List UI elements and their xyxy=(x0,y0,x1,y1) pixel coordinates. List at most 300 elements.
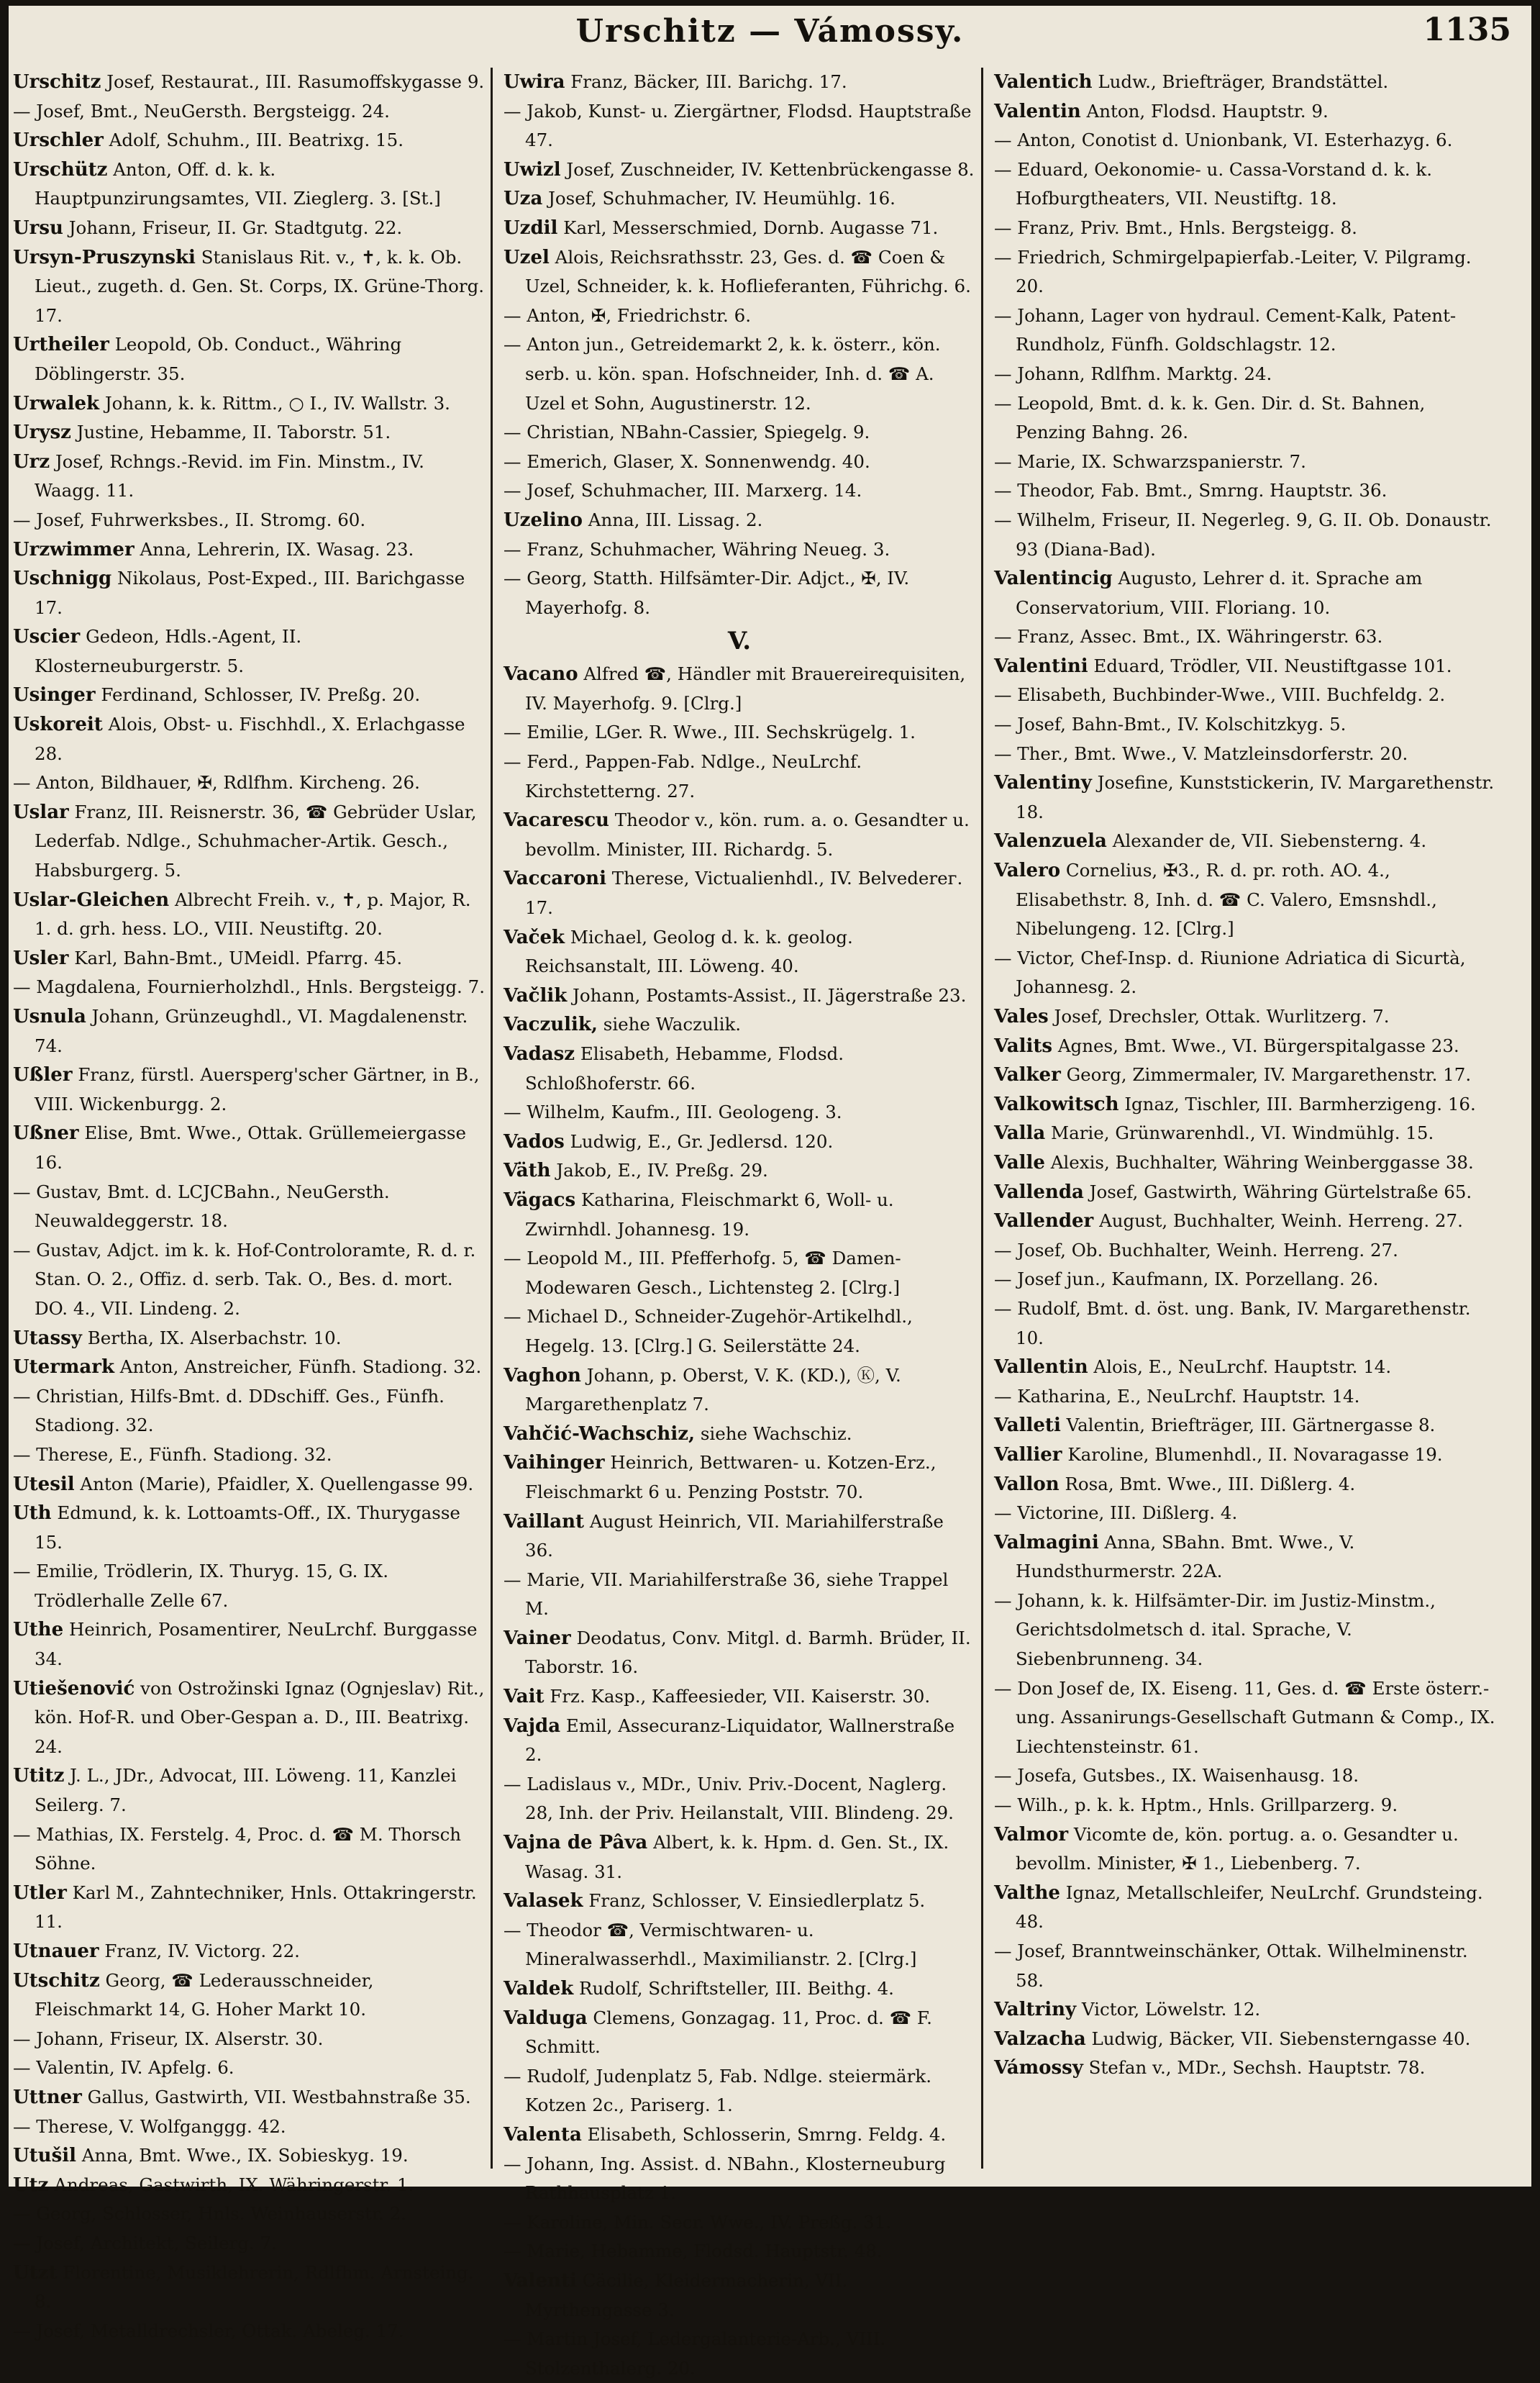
directory-entry xyxy=(994,681,1498,710)
directory-entry xyxy=(994,301,1498,360)
entry-surname: Urschler xyxy=(13,130,104,152)
directory-entry xyxy=(13,1119,485,1177)
directory-entry xyxy=(994,1937,1498,1995)
entry-surname: Uwizl xyxy=(504,158,561,181)
entry-details: Heinrich, Posamentirer, NeuLrchf. Burggasse 34. xyxy=(35,1619,478,1670)
directory-entry xyxy=(13,1324,485,1353)
column-divider xyxy=(491,68,493,2169)
entry-details: — Johann, Lager von hydraul. Cement-Kalk, Patent-Rundholz, Fünfh. Goldschlagstr. 12. xyxy=(994,304,1457,355)
entry-surname: Uslar xyxy=(13,801,69,823)
directory-entry xyxy=(504,1302,975,1361)
directory-entry xyxy=(13,1966,485,2025)
entry-surname: Urysz xyxy=(13,422,71,444)
directory-entry xyxy=(994,155,1498,214)
entry-details: Anton, Off. d. k. k. Hauptpunzirungsamtes, VII. Zieglerg. 3. [St.] xyxy=(35,158,441,209)
entry-details: — Marie, VII. Mariahilferstraße 36, siehe Trappel M. xyxy=(504,1569,949,1620)
directory-entry xyxy=(13,1178,485,1236)
entry-details: — Valentin, IV. Apfelg. 6. xyxy=(13,2057,234,2079)
entry-surname: Vallender xyxy=(994,1210,1094,1233)
entry-details: Emil, Assecuranz-Liquidator, Wallnerstraße 2. xyxy=(525,1715,955,1766)
entry-details: Gallus, Gastwirth, VII. Westbahnstraße 35. xyxy=(87,2086,471,2107)
entry-surname: Usinger xyxy=(13,684,96,707)
directory-entry xyxy=(13,1879,485,1937)
directory-entry xyxy=(13,1499,485,1557)
entry-surname: Vajna de Pâva xyxy=(504,1832,648,1854)
entry-details: — Don Josef de, IX. Eiseng. 11, Ges. d. ☎ Erste österr.-ung. Assanirungs-Gesellschaft Gutmann & Comp., IX. Liechtensteinstr. 61. xyxy=(994,1677,1495,1757)
entry-details: — Magdalena, Fournierholzhdl., Hnls. Bergsteigg. 7. xyxy=(13,976,486,998)
entry-surname: Vallentin xyxy=(994,1356,1088,1379)
entry-surname: Vados xyxy=(504,1130,565,1153)
entry-details: — Leopold, Bmt. d. k. k. Gen. Dir. d. St. Bahnen, Penzing Bahng. 26. xyxy=(994,392,1426,443)
directory-entry xyxy=(13,155,485,214)
entry-surname: Vámossy xyxy=(994,2057,1083,2079)
directory-entry xyxy=(504,564,975,622)
directory-entry xyxy=(994,740,1498,769)
directory-entry xyxy=(504,1974,975,2004)
directory-entry xyxy=(13,798,485,886)
directory-entry xyxy=(994,1382,1498,1412)
directory-entry xyxy=(13,2083,485,2112)
entry-details: Michael, Geolog d. k. k. geolog. Reichsanstalt, III. Löweng. 40. xyxy=(525,926,853,977)
entry-surname: Uwira xyxy=(504,71,565,93)
directory-entry xyxy=(504,660,975,718)
directory-entry xyxy=(504,1624,975,1682)
directory-entry xyxy=(994,944,1498,1002)
directory-entry xyxy=(13,448,485,506)
directory-entry xyxy=(13,389,485,419)
directory-entry xyxy=(994,1294,1498,1353)
entry-details: — Christian, Hilfs-Bmt. d. DDschiff. Ges., Fünfh. Stadiong. 32. xyxy=(13,1385,445,1436)
directory-entry xyxy=(13,2053,485,2083)
entry-surname: Utesil xyxy=(13,1473,75,1495)
entry-details: — Johann, k. k. Hilfsämter-Dir. im Justiz-Minstm., Gerichtsdolmetsch d. ital. Sprache, V. Siebenbrunneng. 34. xyxy=(994,1589,1436,1670)
entry-surname: Vales xyxy=(994,1006,1049,1027)
entry-surname: Valasek xyxy=(504,1890,583,1912)
entry-details: Anton, Flodsd. Hauptstr. 9. xyxy=(1086,100,1329,122)
entry-surname: Valkowitsch xyxy=(994,1093,1119,1115)
directory-entry xyxy=(13,2025,485,2054)
entry-surname: Urschitz xyxy=(13,71,101,93)
directory-entry xyxy=(13,944,485,973)
directory-entry xyxy=(504,1010,975,1040)
entry-surname: Vajda xyxy=(504,1715,561,1737)
directory-entry xyxy=(13,1820,485,1879)
directory-entry xyxy=(13,973,485,1002)
directory-entry xyxy=(13,2141,485,2171)
entry-details: — Rudolf, Judenplatz 5, Fab. Ndlge. steiermärk. Kotzen 2c., Pariserg. 1. xyxy=(504,2065,932,2116)
entry-details: — Josef, Ob. Buchhalter, Weinh. Herreng. 27. xyxy=(994,1239,1398,1261)
directory-entry xyxy=(994,1353,1498,1382)
directory-entry xyxy=(504,506,975,535)
entry-surname: Urschütz xyxy=(13,158,108,181)
entry-surname: Uskoreit xyxy=(13,714,103,736)
directory-entry xyxy=(504,330,975,418)
directory-entry xyxy=(994,1148,1498,1178)
directory-entry xyxy=(13,1557,485,1615)
entry-details: Theodor v., kön. rum. a. o. Gesandter u. bevollm. Minister, III. Richardg. 5. xyxy=(525,809,970,860)
entry-details: Anton, Anstreicher, Fünfh. Stadiong. 32. xyxy=(119,1356,482,1378)
entry-details: Katharina, Fleischmarkt 6, Woll- u. Zwirnhdl. Johannesg. 19. xyxy=(525,1189,894,1240)
entry-details: Valentin, Briefträger, III. Gärtnergasse 8. xyxy=(1066,1415,1436,1436)
entry-details: Florentine, Musiklehrerin, Rdlfhm. Arnsteing. 8. xyxy=(35,2261,474,2312)
column-1 xyxy=(13,68,486,2341)
entry-surname: Valla xyxy=(994,1122,1046,1145)
entry-surname: Urtheiler xyxy=(13,334,109,356)
entry-details: siehe Waczulik. xyxy=(603,1014,742,1035)
entry-surname: Usler xyxy=(13,947,69,969)
entry-details: — Johann, Friseur, IX. Alserstr. 30. xyxy=(13,2028,324,2049)
directory-entry xyxy=(994,1587,1498,1674)
entry-details: — Anton jun., Getreidemarkt 2, k. k. österr., kön. serb. u. kön. span. Hofschneider, Inh. d. ☎ A. Uzel et Sohn, Augustinerstr. 12. xyxy=(504,334,941,414)
entry-details: — Ferd., Pappen-Fab. Ndlge., NeuLrchf. Kirchstetterng. 27. xyxy=(504,751,862,802)
directory-entry xyxy=(504,1156,975,1186)
entry-surname: Vadasz xyxy=(504,1043,575,1065)
entry-details: Johann, k. k. Rittm., ○ I., IV. Wallstr. 3. xyxy=(104,392,450,414)
entry-details: — Victor, Chef-Insp. d. Riunione Adriatica di Sicurtà, Johannesg. 2. xyxy=(994,947,1466,998)
entry-details: — Emilie, Trödlerin, IX. Thuryg. 15, G. IX. Trödlerhalle Zelle 67. xyxy=(13,1561,389,1611)
entry-surname: Usnula xyxy=(13,1006,86,1027)
directory-entry xyxy=(994,1470,1498,1499)
directory-entry xyxy=(13,68,485,97)
entry-details: Karl, Messerschmied, Dornb. Augasse 71. xyxy=(563,217,939,238)
entry-details: Georg, ☎ Lederausschneider, Fleischmarkt 14, G. Hoher Markt 10. xyxy=(35,1969,374,2020)
entry-details: Jakob, E., IV. Preßg. 29. xyxy=(556,1160,768,1181)
entry-details: Ignaz, Tischler, III. Barmherzigeng. 16. xyxy=(1124,1093,1476,1115)
entry-surname: Vaček xyxy=(504,926,565,948)
entry-surname: Uslar-Gleichen xyxy=(13,889,170,911)
directory-entry xyxy=(504,418,975,448)
directory-entry xyxy=(994,564,1498,622)
entry-surname: Ursyn-Pruszynski xyxy=(13,246,196,268)
entry-details: Georg, Zimmermaler, IV. Margarethenstr. 17. xyxy=(1066,1064,1472,1086)
directory-entry xyxy=(994,622,1498,652)
entry-details: Adolf, Schuhm., III. Beatrixg. 15. xyxy=(109,130,404,151)
entry-details: Victor, Löwelstr. 12. xyxy=(1081,1999,1261,2020)
entry-surname: Utitz xyxy=(13,1765,65,1787)
directory-entry xyxy=(13,1470,485,1499)
entry-details: — Eduard, Oekonomie- u. Cassa-Vorstand d. k. k. Hofburgtheaters, VII. Neustiftg. 18. xyxy=(994,158,1433,209)
directory-entry xyxy=(13,506,485,535)
directory-entry xyxy=(13,564,485,622)
directory-entry xyxy=(994,389,1498,448)
directory-entry xyxy=(13,681,485,710)
directory-entry xyxy=(13,622,485,681)
directory-entry xyxy=(504,2120,975,2150)
entry-details: Stanislaus Rit. v., ✝, k. k. Ob. Lieut., zugeth. d. Gen. St. Corps, IX. Grüne-Thorg. 17. xyxy=(35,246,485,326)
directory-entry xyxy=(994,1207,1498,1236)
directory-entry xyxy=(994,652,1498,681)
entry-details: Cornelius, ✠3., R. d. pr. roth. AO. 4., Elisabethstr. 8, Inh. d. ☎ C. Valero, Emsnshdl., Nibelungeng. 12. [Clrg.] xyxy=(1016,860,1437,940)
entry-details: Karoline, Blumenhdl., II. Novaragasse 19. xyxy=(1067,1443,1443,1465)
directory-entry xyxy=(504,1420,975,1449)
entry-details: Franz, IV. Victorg. 22. xyxy=(104,1941,300,1961)
entry-details: Leopold, Ob. Conduct., Währing Döblingerstr. 35. xyxy=(35,334,402,384)
entry-details: Alexis, Buchhalter, Währing Weinberggasse 38. xyxy=(1050,1151,1474,1173)
entry-details: — Friedrich, Schmirgelpapierfab.-Leiter, V. Pilgramg. 20. xyxy=(994,246,1472,297)
entry-details: Ludwig, E., Gr. Jedlersd. 120. xyxy=(570,1130,834,1152)
entry-details: Albrecht Freih. v., ✝, p. Major, R. 1. d. grh. hess. LO., VIII. Neustiftg. 20. xyxy=(35,889,471,940)
entry-surname: Utassy xyxy=(13,1327,82,1349)
directory-entry xyxy=(504,2004,975,2062)
directory-entry xyxy=(994,1820,1498,1879)
entry-surname: Valentini xyxy=(994,655,1088,677)
entry-surname: Valenti xyxy=(504,2269,577,2292)
entry-surname: Valtriny xyxy=(994,1999,1077,2021)
directory-entry xyxy=(13,1061,485,1119)
entry-details: — Josefa, Gutsbes., IX. Waisenhausg. 18. xyxy=(994,1765,1359,1787)
entry-details: Bertha, IX. Alserbachstr. 10. xyxy=(87,1327,342,1348)
page-title: Urschitz — Vámossy. xyxy=(575,13,965,50)
entry-details: Josef, Restaurat., III. Rasumoffskygasse 9. xyxy=(106,71,485,92)
directory-entry xyxy=(13,1002,485,1061)
entry-details: Justine, Hebamme, II. Taborstr. 51. xyxy=(76,422,391,443)
entry-details: Rudolf, Schriftsteller, III. Beithg. 4. xyxy=(579,1978,894,1999)
entry-surname: Vallier xyxy=(994,1443,1062,1466)
directory-entry xyxy=(504,1916,975,1974)
entry-details: Franz, III. Reisnerstr. 36, ☎ Gebrüder Uslar, Lederfab. Ndlge., Schuhmacher-Artik. Gesch., Habsburgerg. 5. xyxy=(35,801,477,881)
entry-details: — Leopold M., III. Pfefferhofg. 5, ☎ Damen-Modewaren Gesch., Lichtensteg 2. [Clrg.] xyxy=(504,1248,901,1298)
entry-details: — Katharina, E., NeuLrchf. Hauptstr. 14. xyxy=(994,1385,1360,1407)
entry-surname: Valenzuela xyxy=(994,830,1107,853)
directory-entry xyxy=(13,1236,485,1324)
entry-surname: Vallon xyxy=(994,1473,1060,1495)
entry-details: — Elisabeth, Buchbinder-Wwe., VIII. Buchfeldg. 2. xyxy=(994,684,1446,706)
directory-entry xyxy=(504,2150,975,2208)
entry-surname: Uthe xyxy=(13,1619,64,1641)
entry-details: siehe Wachschiz. xyxy=(700,1422,852,1444)
entry-details: Johann, Friseur, II. Gr. Stadtgutg. 22. xyxy=(68,217,403,238)
directory-entry xyxy=(504,2208,975,2238)
entry-details: Augusto, Lehrer d. it. Sprache am Conservatorium, VIII. Floriang. 10. xyxy=(1016,568,1423,618)
directory-entry xyxy=(994,214,1498,243)
column-2 xyxy=(504,68,975,2379)
directory-entry xyxy=(504,1828,975,1887)
entry-surname: Valentincig xyxy=(994,568,1113,590)
entry-surname: Uzelino xyxy=(504,509,583,531)
entry-details: — Johann, Ing. Assist. d. NBahn., Klosterneuburg Rathhausplatz 1. xyxy=(504,2153,946,2204)
entry-details: — Wilhelm, Kaufm., III. Geologeng. 3. xyxy=(504,1102,842,1123)
entry-surname: Ußner xyxy=(13,1122,79,1145)
directory-entry xyxy=(994,1499,1498,1528)
entry-details: Stefan v., MDr., Sechsh. Hauptstr. 78. xyxy=(1088,2057,1426,2079)
entry-details: — Therese, E., Fünfh. Stadiong. 32. xyxy=(13,1443,332,1465)
entry-details: Johann, Postamts-Assist., II. Jägerstraße 23. xyxy=(573,984,967,1006)
entry-details: — Georg, Statth. Hilfsämter-Dir. Adjct., ✠, IV. Mayerhofg. 8. xyxy=(504,568,910,618)
entry-details: Johann, p. Oberst, V. K. (KD.), Ⓚ, V. Margarethenplatz 7. xyxy=(525,1364,901,1415)
directory-entry xyxy=(504,1887,975,1916)
entry-details: — Karoline, Min. Secr. Wwe., IV. Preßg. 31. xyxy=(504,2211,892,2233)
entry-details: — Theodor ☎, Vermischtwaren- u. Mineralwasserhdl., Maximilianstr. 2. [Clrg.] xyxy=(504,1919,917,1970)
directory-entry xyxy=(994,68,1498,97)
entry-details: von Ostrožinski Ignaz (Ognjeslav) Rit., kön. Hof-R. und Ober-Gespan a. D., III. Beatrixg. 24. xyxy=(35,1677,485,1757)
directory-entry xyxy=(994,1995,1498,2025)
directory-entry xyxy=(13,330,485,389)
directory-entry xyxy=(994,1411,1498,1440)
entry-details: — Christian, NBahn-Cassier, Spiegelg. 9. xyxy=(504,422,870,443)
directory-entry xyxy=(994,1119,1498,1148)
entry-details: Deodatus, Conv. Mitgl. d. Barmh. Brüder, II. Taborstr. 16. xyxy=(525,1627,971,1678)
directory-entry xyxy=(13,97,485,127)
entry-details: Alfred ☎, Händler mit Brauereirequisiten, IV. Mayerhofg. 9. [Clrg.] xyxy=(525,663,966,714)
directory-entry xyxy=(994,476,1498,506)
directory-entry xyxy=(994,1002,1498,1032)
entry-surname: Vaillant xyxy=(504,1510,585,1533)
entry-details: Marie, Grünwarenhdl., VI. Windmühlg. 15. xyxy=(1051,1122,1434,1144)
entry-surname: Valzacha xyxy=(994,2028,1086,2050)
directory-entry xyxy=(504,1244,975,1302)
entry-details: Albert, k. k. Hpm. d. Gen. St., IX. Wasag. 31. xyxy=(525,1832,949,1882)
entry-details: — Emilie, LGer. R. Wwe., III. Sechskrügelg. 1. xyxy=(504,722,916,743)
entry-surname: Valmor xyxy=(994,1823,1069,1846)
entry-surname: Valits xyxy=(994,1035,1053,1057)
entry-details: — Josef, Branntweinschänker, Ottak. Wilhelminenstr. 58. xyxy=(994,1941,1468,1991)
directory-entry xyxy=(994,97,1498,127)
directory-entry xyxy=(504,476,975,506)
entry-surname: Valmagini xyxy=(994,1531,1099,1553)
entry-details: Anna, Bmt. Wwe., IX. Sobieskyg. 19. xyxy=(81,2145,409,2166)
directory-entry xyxy=(504,1098,975,1127)
entry-details: — Wilh., p. k. k. Hptm., Hnls. Grillparzerg. 9. xyxy=(994,1794,1398,1816)
entry-details: — Franz, Priv. Bmt., Hnls. Bergsteigg. 8. xyxy=(994,217,1357,238)
entry-details: — Marie, Hebamme, Flodsd. Hauptstr. 48. xyxy=(504,2241,883,2262)
entry-details: Alois, E., NeuLrchf. Hauptstr. 14. xyxy=(1093,1356,1392,1378)
directory-entry xyxy=(994,856,1498,944)
entry-details: — Anton, Conotist d. Unionbank, VI. Esterhazyg. 6. xyxy=(994,130,1453,151)
entry-surname: Uth xyxy=(13,1502,52,1525)
directory-entry xyxy=(504,1186,975,1244)
entry-details: — Therese, V. Wolfganggg. 42. xyxy=(13,2115,286,2137)
directory-entry xyxy=(504,97,975,155)
directory-entry xyxy=(504,535,975,565)
entry-surname: Valentiny xyxy=(994,772,1092,794)
entry-surname: Vaczulik, xyxy=(504,1014,598,1036)
entry-details: — Gustav, Bmt. d. LCJCBahn., NeuGersth. Neuwaldeggerstr. 18. xyxy=(13,1181,390,1232)
entry-surname: Vägacs xyxy=(504,1189,576,1211)
entry-surname: Urzwimmer xyxy=(13,538,135,560)
directory-entry xyxy=(994,1061,1498,1090)
directory-entry xyxy=(504,1448,975,1507)
page-header xyxy=(9,6,1531,60)
directory-entry xyxy=(13,243,485,331)
directory-entry xyxy=(13,710,485,768)
entry-details: — Rudolf, Bmt. d. öst. ung. Bank, IV. Margarethenstr. 10. xyxy=(994,1297,1471,1348)
directory-entry xyxy=(13,2259,485,2317)
entry-surname: Uzel xyxy=(504,246,550,268)
directory-entry xyxy=(504,806,975,864)
directory-entry xyxy=(994,360,1498,389)
directory-entry xyxy=(504,1040,975,1098)
entry-details: Elisabeth, Schlosserin, Smrng. Feldg. 4. xyxy=(587,2123,947,2145)
directory-entry xyxy=(994,1178,1498,1207)
entry-details: — Josef, Schuhmacher, III. Marxerg. 14. xyxy=(504,480,862,501)
entry-details: Franz, Bäcker, III. Barichg. 17. xyxy=(570,71,847,92)
entry-details: Anna, III. Lissag. 2. xyxy=(588,509,763,530)
directory-entry xyxy=(13,535,485,565)
directory-entry xyxy=(504,2325,975,2383)
directory-entry xyxy=(504,748,975,806)
entry-details: — Josef, Fuhrwerksbes., II. Stromg. 60. xyxy=(13,509,366,530)
entry-details: — Anton, Bildhauer, ✠, Rdlfhm. Kircheng. 26. xyxy=(13,772,420,794)
directory-entry xyxy=(994,243,1498,301)
directory-entry xyxy=(504,184,975,214)
entry-details: Ludw., Briefträger, Brandstättel. xyxy=(1098,71,1389,92)
entry-details: Josef, Zuschneider, IV. Kettenbrückengasse 8. xyxy=(566,158,975,180)
directory-entry xyxy=(504,718,975,748)
directory-entry xyxy=(504,864,975,922)
entry-details: Josef, Gastwirth, Währing Gürtelstraße 65. xyxy=(1089,1181,1472,1202)
entry-details: Karl, Bahn-Bmt., UMeidl. Pfarrg. 45. xyxy=(74,947,403,968)
directory-entry xyxy=(504,1712,975,1770)
directory-entry xyxy=(13,1440,485,1470)
directory-entry xyxy=(504,301,975,331)
directory-entry xyxy=(504,1507,975,1566)
directory-entry xyxy=(994,1090,1498,1120)
entry-surname: Uza xyxy=(504,188,543,210)
entry-surname: Vallenda xyxy=(994,1181,1084,1203)
directory-entry xyxy=(13,1761,485,1820)
entry-details: Alois, Obst- u. Fischhdl., X. Erlachgasse 28. xyxy=(35,714,465,764)
entry-details: — Jakob, Kunst- u. Ziergärtner, Flodsd. Hauptstraße 47. xyxy=(504,100,972,151)
directory-entry xyxy=(994,827,1498,856)
directory-entry xyxy=(13,1615,485,1674)
directory-entry xyxy=(504,2237,975,2266)
directory-entry xyxy=(994,1440,1498,1470)
directory-entry xyxy=(504,1127,975,1157)
directory-entry xyxy=(504,1361,975,1420)
entry-surname: Utiešenović xyxy=(13,1677,135,1699)
entry-details: Josef, Schuhmacher, IV. Heumühlg. 16. xyxy=(548,188,896,209)
entry-details: Elise, Bmt. Wwe., Ottak. Grüllemeiergasse 16. xyxy=(35,1122,467,1173)
entry-details: — Gustav, Adjct. im k. k. Hof-Controloramte, R. d. r. Stan. O. 2., Offiz. d. serb. Tak. O., Bes. d. mort. DO. 4., VII. Lindeng. 2. xyxy=(13,1239,476,1319)
entry-details: — Franz, Assec. Bmt., IX. Währingerstr. 63. xyxy=(994,626,1383,648)
directory-entry xyxy=(13,2200,485,2229)
entry-details: J. L., JDr., Advocat, III. Löweng. 11, Kanzlei Seilerg. 7. xyxy=(35,1765,457,1816)
entry-details: Johann, Grünzeughdl., VI. Magdalenenstr. 74. xyxy=(35,1006,468,1056)
entry-surname: Utušil xyxy=(13,2145,76,2167)
entry-details: Edmund, k. k. Lottoamts-Off., IX. Thurygasse 15. xyxy=(35,1502,460,1553)
directory-entry xyxy=(994,1791,1498,1820)
entry-surname: Urz xyxy=(13,450,50,473)
directory-entry xyxy=(504,2062,975,2120)
directory-entry xyxy=(504,68,975,97)
entry-details: Clemens, Gonzagag. 11, Proc. d. ☎ F. Schmitt. xyxy=(525,2007,932,2058)
entry-details: Ignaz, Metallschleifer, NeuLrchf. Grundsteing. 48. xyxy=(1016,1882,1483,1933)
entry-surname: Valentich xyxy=(994,71,1093,93)
entry-surname: Ußler xyxy=(13,1064,73,1086)
entry-details: — Martin Josef, Ledergalanterie-Arb., VIII. Stolzenthalerg. 20. xyxy=(504,2328,886,2379)
directory-entry xyxy=(994,1879,1498,1937)
directory-entry xyxy=(994,710,1498,740)
directory-entry xyxy=(994,1032,1498,1061)
directory-entry xyxy=(504,155,975,185)
entry-details: Agnes, Bmt. Wwe., VI. Bürgerspitalgasse 23. xyxy=(1057,1035,1459,1056)
entry-surname: Utz xyxy=(13,2174,49,2196)
entry-surname: Vacarescu xyxy=(504,809,609,832)
directory-entry xyxy=(13,1937,485,1966)
entry-details: — Josef, Bahn-Bmt., IV. Kolschitzkyg. 5. xyxy=(994,714,1347,735)
entry-details: Therese, Victualienhdl., IV. Belvederег. 17. xyxy=(525,868,963,919)
directory-entry xyxy=(504,923,975,981)
entry-details: — Ladislaus v., MDr., Univ. Priv.-Docent, Naglerg. 28, Inh. der Priv. Heilanstalt, VIII. Blindeng. 29. xyxy=(504,1773,954,1824)
entry-details: — Johann, Rdlfhm. Marktg. 24. xyxy=(994,363,1272,384)
directory-entry xyxy=(13,768,485,798)
directory-entry xyxy=(994,1674,1498,1762)
directory-entry xyxy=(13,2171,485,2200)
directory-entry xyxy=(13,126,485,155)
entry-surname: Vaghon xyxy=(504,1364,581,1386)
entry-details: Josef, Rchngs.-Revid. im Fin. Minstm., IV. Waagg. 11. xyxy=(35,450,424,501)
entry-surname: Utzt xyxy=(13,2261,58,2284)
